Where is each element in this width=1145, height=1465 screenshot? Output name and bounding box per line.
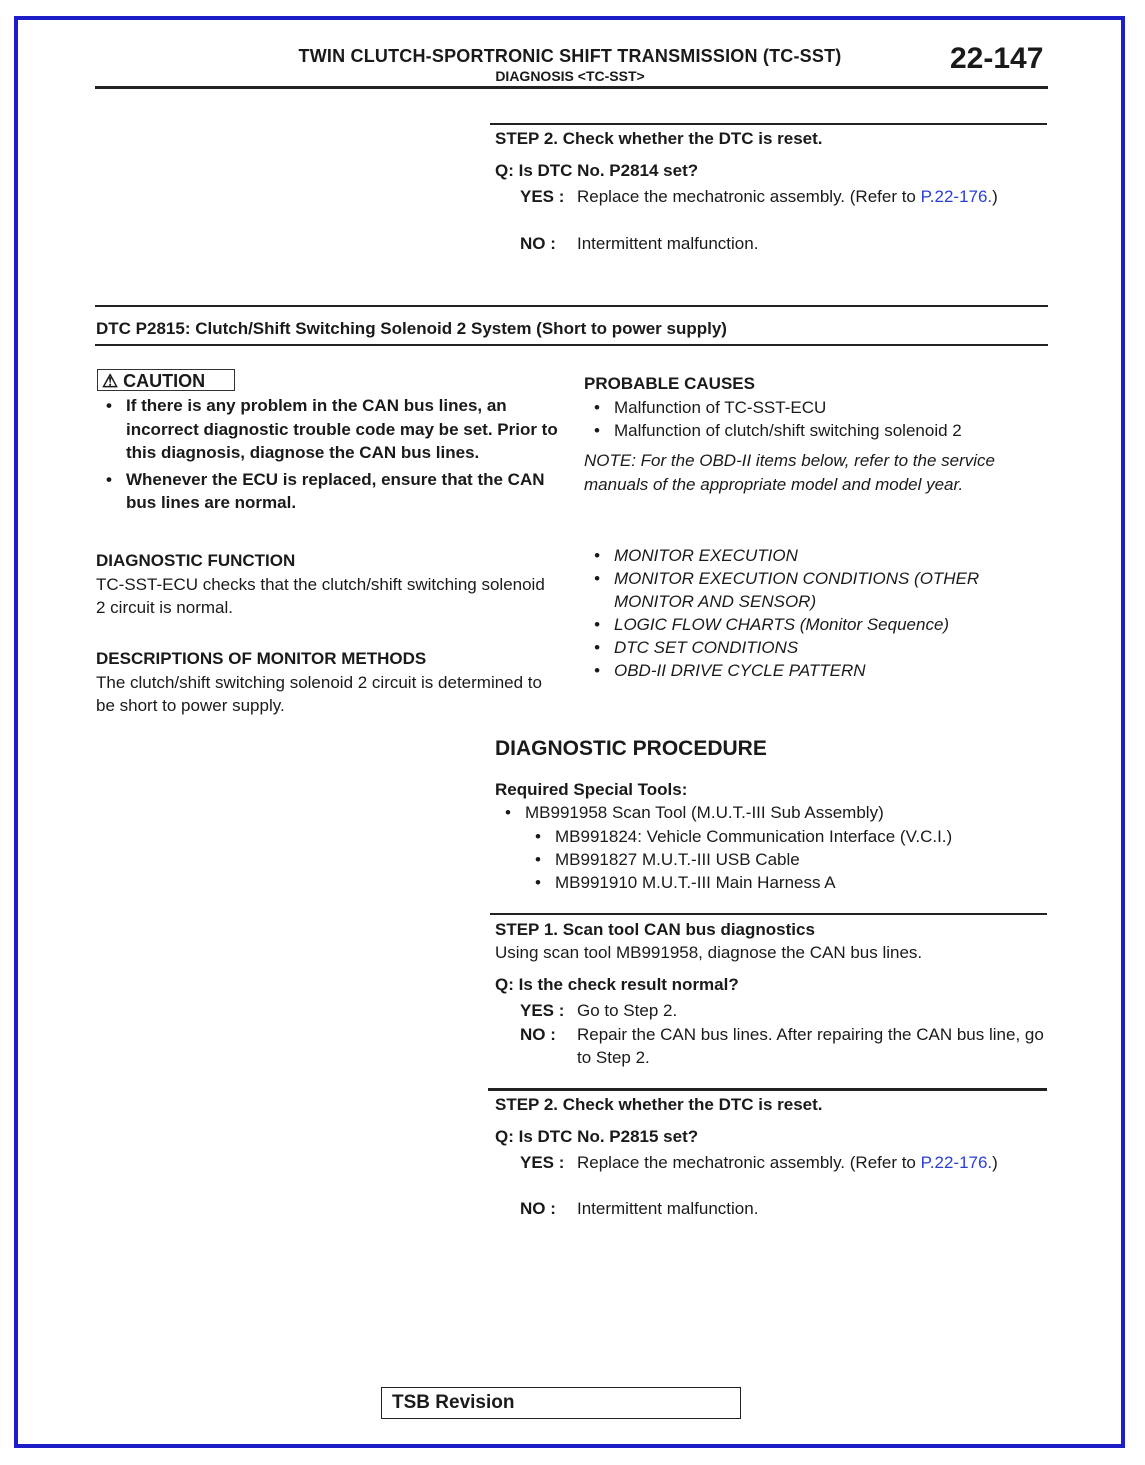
caution-box bbox=[97, 369, 235, 391]
probable-causes-list bbox=[584, 396, 1044, 442]
step1-yes bbox=[520, 999, 1045, 1022]
list-item: • MONITOR EXECUTION bbox=[584, 544, 1046, 567]
yes-label: YES : bbox=[520, 187, 565, 206]
list-item: • OBD-II DRIVE CYCLE PATTERN bbox=[584, 659, 1046, 682]
no-label: NO : bbox=[520, 234, 556, 253]
list-item: • If there is any problem in the CAN bus lines, an incorrect diagnostic trouble code may be set. Prior to this diagnosis, diagnose the CAN bus lines. bbox=[96, 394, 558, 465]
step1-desc: Using scan tool MB991958, diagnose the CAN bus lines. bbox=[495, 943, 923, 962]
top-step2-question: Q: Is DTC No. P2814 set? bbox=[495, 161, 699, 180]
header-rule bbox=[95, 86, 1048, 89]
caution-label: CAUTION bbox=[123, 371, 206, 391]
dtc-rule-top bbox=[95, 305, 1048, 307]
header-subtitle: DIAGNOSIS <TC-SST> bbox=[495, 68, 645, 84]
no-text: Intermittent malfunction. bbox=[577, 1199, 759, 1218]
caution-list bbox=[96, 394, 558, 515]
step2-title: STEP 2. Check whether the DTC is reset. bbox=[495, 1095, 823, 1114]
list-item: • Whenever the ECU is replaced, ensure that the CAN bus lines are normal. bbox=[96, 468, 558, 515]
header-title: TWIN CLUTCH-SPORTRONIC SHIFT TRANSMISSION (TC-SST) bbox=[298, 46, 842, 66]
list-item: • DTC SET CONDITIONS bbox=[584, 636, 1046, 659]
no-label: NO : bbox=[520, 1025, 556, 1044]
yes-text: Go to Step 2. bbox=[577, 1001, 678, 1020]
tools-heading: Required Special Tools: bbox=[495, 780, 688, 799]
monitor-methods-heading: DESCRIPTIONS OF MONITOR METHODS bbox=[96, 649, 427, 668]
top-step2-yes: YES : Replace the mechatronic assembly. (Refer to P.22-176.) bbox=[520, 187, 998, 206]
top-step2-no bbox=[520, 232, 1040, 255]
diagnostic-function-heading: DIAGNOSTIC FUNCTION bbox=[96, 551, 296, 570]
list-item: • MB991910 M.U.T.-III Main Harness A bbox=[525, 871, 1045, 894]
top-step2-title: STEP 2. Check whether the DTC is reset. bbox=[495, 129, 823, 148]
step1-rule bbox=[490, 913, 1047, 915]
step2-rule bbox=[488, 1088, 1047, 1091]
tools-sublist bbox=[525, 825, 1045, 894]
tsb-revision-box: TSB Revision bbox=[381, 1387, 741, 1419]
step2-question: Q: Is DTC No. P2815 set? bbox=[495, 1127, 699, 1146]
step1-no bbox=[520, 1023, 1045, 1069]
procedure-heading: DIAGNOSTIC PROCEDURE bbox=[495, 737, 767, 760]
no-text: Intermittent malfunction. bbox=[577, 234, 759, 253]
diagnostic-function-text: TC-SST-ECU checks that the clutch/shift switching solenoid 2 circuit is normal. bbox=[96, 575, 545, 617]
list-item: • LOGIC FLOW CHARTS (Monitor Sequence) bbox=[584, 613, 1046, 636]
page-frame bbox=[14, 16, 1125, 1448]
list-item: • MB991827 M.U.T.-III USB Cable bbox=[525, 848, 1045, 871]
obd-note: NOTE: For the OBD-II items below, refer to the service manuals of the appropriate model and model year. bbox=[584, 451, 995, 494]
list-item: • Malfunction of TC-SST-ECU bbox=[584, 396, 1044, 419]
top-step2-rule bbox=[490, 123, 1047, 125]
reference-link[interactable]: P.22-176. bbox=[920, 187, 993, 206]
no-label: NO : bbox=[520, 1199, 556, 1218]
list-item: • Malfunction of clutch/shift switching solenoid 2 bbox=[584, 419, 1044, 442]
yes-text: Replace the mechatronic assembly. (Refer to bbox=[577, 1153, 921, 1172]
probable-causes-heading: PROBABLE CAUSES bbox=[584, 374, 755, 393]
step2-yes: YES : Replace the mechatronic assembly. (Refer to P.22-176.) bbox=[520, 1153, 998, 1172]
dtc-title: DTC P2815: Clutch/Shift Switching Solenoid 2 System (Short to power supply) bbox=[96, 319, 727, 338]
list-item: • MB991824: Vehicle Communication Interface (V.C.I.) bbox=[525, 825, 1045, 848]
yes-label: YES : bbox=[520, 1001, 565, 1020]
page-number: 22-147 bbox=[950, 42, 1044, 75]
dtc-rule-bottom bbox=[95, 344, 1048, 346]
yes-label: YES : bbox=[520, 1153, 565, 1172]
yes-text: Replace the mechatronic assembly. (Refer to bbox=[577, 187, 921, 206]
monitor-methods-text: The clutch/shift switching solenoid 2 circuit is determined to be short to power supply. bbox=[96, 673, 542, 715]
step1-question: Q: Is the check result normal? bbox=[495, 975, 739, 994]
no-text: Repair the CAN bus lines. After repairing the CAN bus line, go to Step 2. bbox=[577, 1025, 1044, 1067]
step2-no bbox=[520, 1197, 1040, 1220]
list-item: • MONITOR EXECUTION CONDITIONS (OTHER MONITOR AND SENSOR) bbox=[584, 567, 1046, 613]
step1-title: STEP 1. Scan tool CAN bus diagnostics bbox=[495, 920, 815, 939]
obd-items-list bbox=[584, 544, 1046, 682]
reference-link[interactable]: P.22-176. bbox=[920, 1153, 993, 1172]
tools-list bbox=[495, 801, 1045, 824]
warning-icon: ⚠ bbox=[102, 371, 119, 391]
list-item: • MB991958 Scan Tool (M.U.T.-III Sub Assembly) bbox=[495, 801, 1045, 824]
